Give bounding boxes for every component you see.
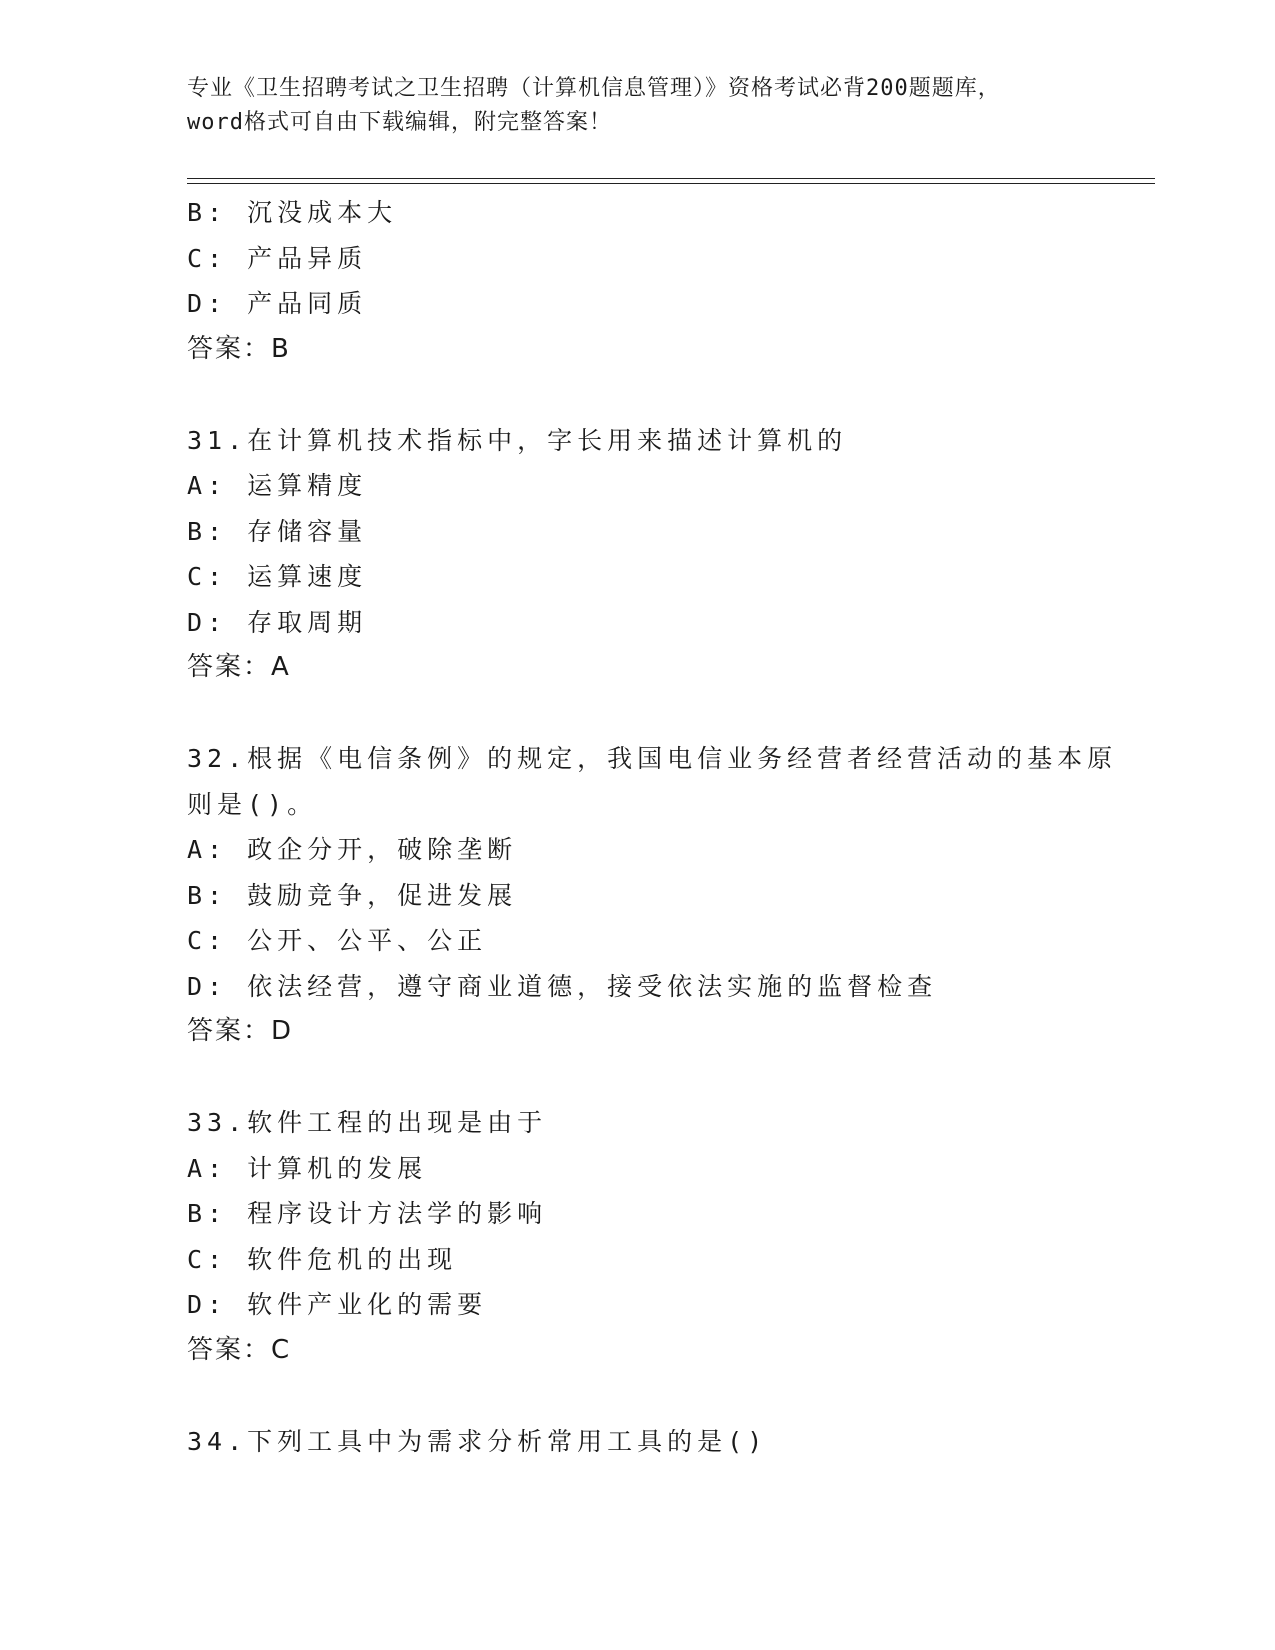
question-stem: 31.在计算机技术指标中，字长用来描述计算机的 [187, 425, 848, 455]
carryover-block [187, 190, 1155, 372]
question-31 [187, 418, 1155, 691]
answer-line: 答案：D [187, 1016, 294, 1046]
option-c: C: 运算速度 [187, 562, 368, 591]
question-32 [187, 736, 1155, 1055]
question-stem-line-2: 则是()。 [187, 789, 318, 819]
answer-line: 答案：C [187, 1334, 292, 1365]
question-list [187, 190, 1155, 1464]
option-c: C: 软件危机的出现 [187, 1244, 458, 1274]
option-c: C: 产品异质 [187, 243, 368, 273]
option-d: D: 依法经营，遵守商业道德，接受依法实施的监督检查 [187, 971, 938, 1001]
header-line-2: word格式可自由下载编辑，附完整答案！ [187, 110, 612, 135]
option-d: D: 产品同质 [187, 289, 368, 318]
question-33 [187, 1100, 1155, 1373]
answer-line: 答案：B [187, 333, 291, 364]
option-d: D: 软件产业化的需要 [187, 1290, 488, 1319]
option-a: A: 计算机的发展 [187, 1153, 428, 1183]
option-b: B: 程序设计方法学的影响 [187, 1199, 548, 1228]
spacer [187, 1373, 1155, 1419]
header-line-1: 专业《卫生招聘考试之卫生招聘（计算机信息管理）》资格考试必背200题题库， [187, 76, 1001, 101]
question-stem: 33.软件工程的出现是由于 [187, 1108, 548, 1137]
option-b: B: 鼓励竞争，促进发展 [187, 880, 518, 910]
spacer [187, 691, 1155, 737]
question-stem-line-1: 32.根据《电信条例》的规定，我国电信业务经营者经营活动的基本原 [187, 744, 1118, 773]
spacer [187, 1055, 1155, 1101]
option-c: C: 公开、公平、公正 [187, 926, 488, 955]
question-34 [187, 1419, 1155, 1465]
option-b: B: 存储容量 [187, 516, 368, 546]
option-a: A: 运算精度 [187, 471, 368, 500]
spacer [187, 372, 1155, 418]
option-d: D: 存取周期 [187, 607, 368, 637]
document-header [187, 72, 1087, 140]
header-rule-top [187, 178, 1155, 179]
option-b: B: 沉没成本大 [187, 198, 398, 227]
option-a: A: 政企分开，破除垄断 [187, 835, 518, 864]
answer-line: 答案：A [187, 652, 291, 682]
header-rule-bottom [187, 183, 1155, 184]
question-stem: 34.下列工具中为需求分析常用工具的是() [187, 1426, 768, 1456]
